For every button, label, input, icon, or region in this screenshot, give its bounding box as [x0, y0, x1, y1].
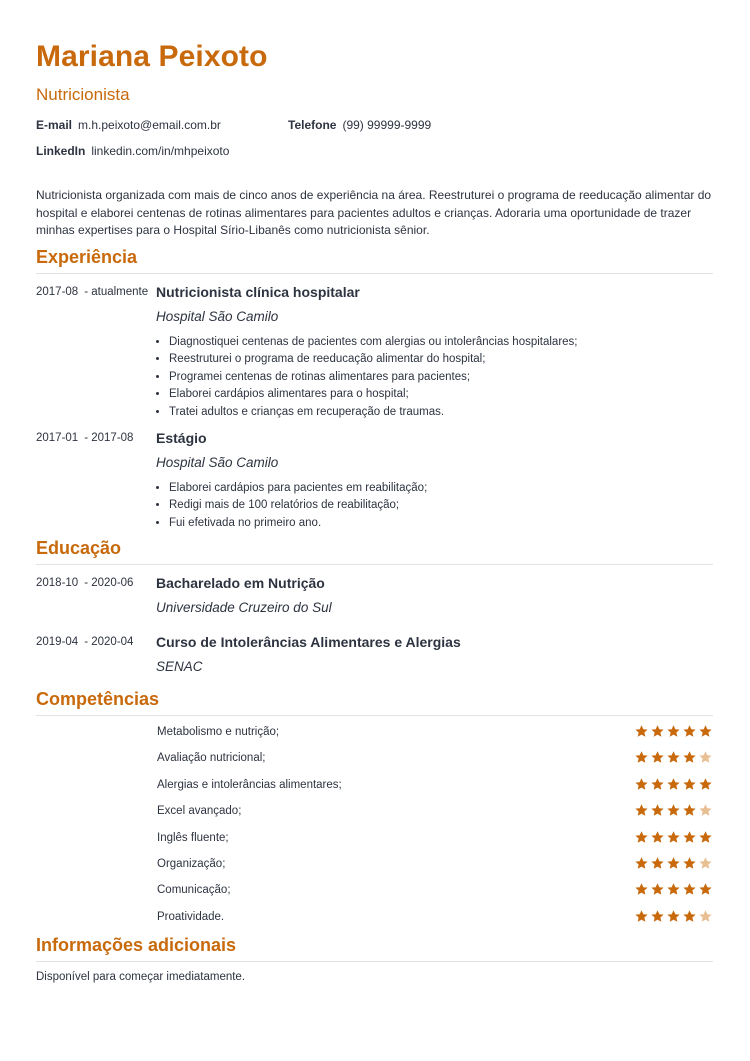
skill-rating: [634, 777, 713, 792]
star-filled-icon: [634, 724, 649, 739]
candidate-name: Mariana Peixoto: [36, 40, 268, 73]
phone-label: Telefone: [288, 118, 337, 132]
bullet-item: • Elaborei cardápios alimentares para o hospital;: [169, 386, 578, 403]
bullet-item: • Fui efetivada no primeiro ano.: [169, 515, 427, 532]
star-filled-icon: [634, 909, 649, 924]
skill-label: Comunicação;: [157, 884, 231, 897]
experience-heading: Experiência: [36, 247, 713, 274]
star-filled-icon: [682, 882, 697, 897]
star-filled-icon: [650, 724, 665, 739]
skill-rating: [634, 882, 713, 897]
date-start: 2017-01: [36, 432, 79, 444]
star-filled-icon: [666, 882, 681, 897]
star-filled-icon: [666, 724, 681, 739]
skill-rating: [634, 830, 713, 845]
star-filled-icon: [682, 724, 697, 739]
school-name: Universidade Cruzeiro do Sul: [156, 600, 332, 615]
star-filled-icon: [650, 830, 665, 845]
star-filled-icon: [650, 909, 665, 924]
job-role: Estágio: [156, 430, 207, 446]
skill-row: [157, 830, 713, 850]
date-end: - 2020-06: [84, 577, 134, 589]
star-filled-icon: [634, 750, 649, 765]
email-label: E-mail: [36, 118, 73, 132]
skill-label: Organização;: [157, 858, 226, 870]
star-filled-icon: [698, 830, 713, 845]
skill-label: Alergias e intolerâncias alimentares;: [157, 778, 342, 791]
skill-rating: [634, 803, 713, 818]
star-empty-icon: [698, 803, 713, 818]
additional-info-heading: Informações adicionais: [36, 935, 713, 962]
star-filled-icon: [650, 750, 665, 765]
job-organization: Hospital São Camilo: [156, 455, 279, 470]
star-filled-icon: [634, 803, 649, 818]
star-filled-icon: [698, 777, 713, 792]
star-empty-icon: [698, 909, 713, 924]
skill-row: [157, 803, 713, 823]
school-name: SENAC: [156, 659, 203, 674]
skill-row: [157, 750, 713, 770]
skills-heading: Competências: [36, 689, 713, 716]
date-end: - atualmente: [84, 286, 149, 298]
job-role: Nutricionista clínica hospitalar: [156, 284, 360, 300]
star-filled-icon: [666, 909, 681, 924]
skill-rating: [634, 909, 713, 924]
linkedin-value[interactable]: linkedin.com/in/mhpeixoto: [91, 144, 230, 158]
skill-rating: [634, 750, 713, 765]
degree-name: Bacharelado em Nutrição: [156, 575, 325, 591]
star-filled-icon: [682, 803, 697, 818]
bullet-item: • Reestruturei o programa de reeducação alimentar do hospital;: [169, 351, 578, 368]
date-start: 2019-04: [36, 636, 79, 648]
contact-phone: [288, 118, 431, 132]
star-empty-icon: [698, 856, 713, 871]
date-range: [36, 286, 148, 298]
star-filled-icon: [634, 882, 649, 897]
email-value[interactable]: m.h.peixoto@email.com.br: [78, 118, 221, 132]
star-empty-icon: [698, 750, 713, 765]
star-filled-icon: [650, 856, 665, 871]
date-end: - 2020-04: [84, 636, 134, 648]
star-filled-icon: [634, 777, 649, 792]
date-range: [36, 636, 133, 648]
star-filled-icon: [682, 909, 697, 924]
date-end: - 2017-08: [84, 432, 134, 444]
bullet-item: • Diagnostiquei centenas de pacientes com alergias ou intolerâncias hospitalares;: [169, 334, 578, 351]
job-bullets: [156, 480, 427, 532]
date-start: 2018-10: [36, 577, 79, 589]
star-filled-icon: [634, 830, 649, 845]
professional-summary: Nutricionista organizada com mais de cinco anos de experiência na área. Reestruturei o programa de reeducação alimentar do hospital e elaborei centenas de rotinas alimentares para pacientes adultos e crianças. Adoraria uma oportunidade de trazer minhas expertises para o Hospital Sírio-Libanês como nutricionista sênior.: [36, 188, 712, 237]
linkedin-label: LinkedIn: [36, 144, 86, 158]
star-filled-icon: [698, 724, 713, 739]
star-filled-icon: [666, 750, 681, 765]
bullet-item: • Tratei adultos e crianças em recuperação de traumas.: [169, 404, 578, 421]
degree-name: Curso de Intolerâncias Alimentares e Alergias: [156, 634, 461, 650]
skill-row: [157, 856, 713, 876]
date-range: [36, 432, 133, 444]
skill-label: Metabolismo e nutrição;: [157, 726, 280, 738]
education-heading: Educação: [36, 538, 713, 565]
star-filled-icon: [650, 882, 665, 897]
star-filled-icon: [650, 803, 665, 818]
skill-label: Excel avançado;: [157, 805, 242, 818]
skill-row: [157, 882, 713, 902]
date-range: [36, 577, 133, 589]
skill-label: Avaliação nutricional;: [157, 752, 266, 765]
candidate-title: Nutricionista: [36, 85, 130, 104]
job-bullets: [156, 334, 578, 421]
star-filled-icon: [666, 830, 681, 845]
star-filled-icon: [666, 777, 681, 792]
skill-row: [157, 724, 713, 744]
bullet-item: • Programei centenas de rotinas alimentares para pacientes;: [169, 369, 578, 386]
additional-info-text: Disponível para começar imediatamente.: [36, 971, 246, 983]
contact-email: [36, 118, 221, 132]
contact-linkedin: [36, 144, 229, 158]
star-filled-icon: [666, 803, 681, 818]
star-filled-icon: [682, 750, 697, 765]
skill-rating: [634, 856, 713, 871]
phone-value[interactable]: (99) 99999-9999: [342, 118, 432, 132]
star-filled-icon: [682, 777, 697, 792]
star-filled-icon: [650, 777, 665, 792]
skill-rating: [634, 724, 713, 739]
date-start: 2017-08: [36, 286, 79, 298]
star-filled-icon: [698, 882, 713, 897]
job-organization: Hospital São Camilo: [156, 309, 279, 324]
skill-label: Proatividade.: [157, 910, 225, 923]
skill-row: [157, 777, 713, 797]
star-filled-icon: [634, 856, 649, 871]
skill-label: Inglês fluente;: [157, 831, 229, 844]
skill-row: [157, 909, 713, 929]
star-filled-icon: [682, 830, 697, 845]
bullet-item: • Redigi mais de 100 relatórios de reabilitação;: [169, 497, 427, 514]
bullet-item: • Elaborei cardápios para pacientes em reabilitação;: [169, 480, 427, 497]
star-filled-icon: [682, 856, 697, 871]
star-filled-icon: [666, 856, 681, 871]
